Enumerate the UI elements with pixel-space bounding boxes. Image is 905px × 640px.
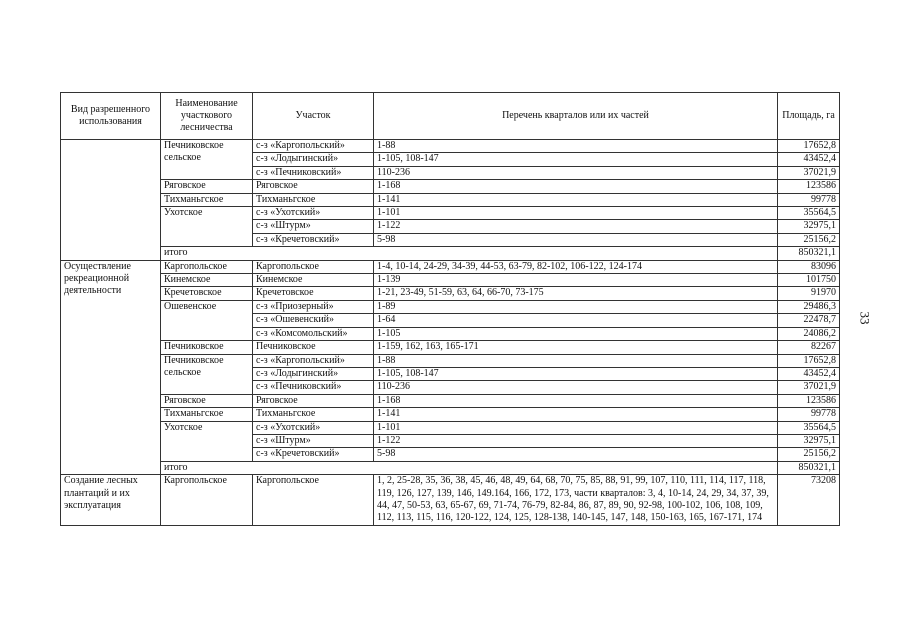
quarters-cell: 1-122 xyxy=(374,434,778,447)
quarters-cell: 1-141 xyxy=(374,193,778,206)
header-section: Участок xyxy=(253,93,374,140)
section-cell: с-з «Комсомольский» xyxy=(253,327,374,340)
section-cell: Ряговское xyxy=(253,394,374,407)
header-area: Площадь, га xyxy=(778,93,840,140)
area-cell: 17652,8 xyxy=(778,140,840,153)
area-cell: 37021,9 xyxy=(778,381,840,394)
section-cell: с-з «Печниковский» xyxy=(253,166,374,179)
quarters-cell: 1-139 xyxy=(374,274,778,287)
total-row xyxy=(61,247,840,260)
district-cell: Ухотское xyxy=(161,207,253,247)
section-cell: с-з «Каргопольский» xyxy=(253,354,374,367)
section-cell: Тихманьгское xyxy=(253,193,374,206)
table-body xyxy=(61,140,840,526)
section-cell: с-з «Ухотский» xyxy=(253,421,374,434)
district-cell: Тихманьгское xyxy=(161,408,253,421)
quarters-cell: 110-236 xyxy=(374,166,778,179)
table-row xyxy=(61,260,840,273)
quarters-cell: 1-168 xyxy=(374,180,778,193)
section-cell: Ряговское xyxy=(253,180,374,193)
quarters-cell: 1-105, 108-147 xyxy=(374,153,778,166)
table-row xyxy=(61,180,840,193)
area-cell: 29486,3 xyxy=(778,300,840,313)
area-cell: 73208 xyxy=(778,475,840,526)
table-row xyxy=(61,207,840,220)
section-cell: Кинемское xyxy=(253,274,374,287)
table-row xyxy=(61,354,840,367)
section-cell: с-з «Штурм» xyxy=(253,434,374,447)
area-cell: 37021,9 xyxy=(778,166,840,179)
section-cell: с-з «Кречетовский» xyxy=(253,233,374,246)
area-cell: 43452,4 xyxy=(778,367,840,380)
quarters-cell: 1-101 xyxy=(374,207,778,220)
section-cell: с-з «Лодыгинский» xyxy=(253,367,374,380)
table-row xyxy=(61,300,840,313)
district-cell: Печниковское xyxy=(161,341,253,354)
district-cell: Печниковское сельское xyxy=(161,140,253,180)
area-cell: 82267 xyxy=(778,341,840,354)
quarters-cell: 1-159, 162, 163, 165-171 xyxy=(374,341,778,354)
section-cell: Кречетовское xyxy=(253,287,374,300)
area-cell: 83096 xyxy=(778,260,840,273)
district-cell: Кинемское xyxy=(161,274,253,287)
use-type-cell: Создание лесных плантаций и их эксплуатация xyxy=(61,475,161,526)
area-cell: 99778 xyxy=(778,408,840,421)
section-cell: с-з «Кречетовский» xyxy=(253,448,374,461)
quarters-cell: 1-21, 23-49, 51-59, 63, 64, 66-70, 73-175 xyxy=(374,287,778,300)
area-cell: 25156,2 xyxy=(778,233,840,246)
forest-use-table xyxy=(60,92,840,526)
table-row xyxy=(61,140,840,153)
total-label: итого xyxy=(161,247,778,260)
section-cell: Каргопольское xyxy=(253,260,374,273)
section-cell: с-з «Приозерный» xyxy=(253,300,374,313)
area-cell: 24086,2 xyxy=(778,327,840,340)
district-cell: Ухотское xyxy=(161,421,253,461)
section-cell: с-з «Каргопольский» xyxy=(253,140,374,153)
quarters-cell: 5-98 xyxy=(374,233,778,246)
header-district: Наименование участкового лесничества xyxy=(161,93,253,140)
quarters-cell: 1-64 xyxy=(374,314,778,327)
quarters-cell: 1-101 xyxy=(374,421,778,434)
quarters-cell: 1-105, 108-147 xyxy=(374,367,778,380)
quarters-cell: 110-236 xyxy=(374,381,778,394)
area-cell: 43452,4 xyxy=(778,153,840,166)
area-cell: 101750 xyxy=(778,274,840,287)
page-number: 33 xyxy=(857,311,873,325)
district-cell: Каргопольское xyxy=(161,260,253,273)
table-row xyxy=(61,475,840,526)
section-cell: Каргопольское xyxy=(253,475,374,526)
section-cell: Тихманьгское xyxy=(253,408,374,421)
district-cell: Кречетовское xyxy=(161,287,253,300)
quarters-cell: 1-122 xyxy=(374,220,778,233)
table-row xyxy=(61,408,840,421)
table-row xyxy=(61,421,840,434)
district-cell: Ряговское xyxy=(161,394,253,407)
table-row xyxy=(61,274,840,287)
quarters-cell: 1, 2, 25-28, 35, 36, 38, 45, 46, 48, 49, 64, 68, 70, 75, 85, 88, 91, 99, 107, 110, 111, 114, 117, 118, 119, 126, 127, 139, 146, 149.164, 166, 172, 173, части кварталов: 3, 4, 10-14, 24, 29, 34, 37, 39, 44, 47, 50-53, 63, 65-67, 69, 71-74, 76-79, 82-84, 86, 87, 89, 90, 92-98, 100-102, 106, 108, 109, 112, 113, 115, 116, 120-122, 124, 125, 128-138, 140-145, 147, 148, 150-163, 165, 167-171, 174 xyxy=(374,475,778,526)
area-cell: 32975,1 xyxy=(778,434,840,447)
use-type-cell: Осуществление рекреационной деятельности xyxy=(61,260,161,475)
quarters-cell: 1-105 xyxy=(374,327,778,340)
area-cell: 99778 xyxy=(778,193,840,206)
district-cell: Ряговское xyxy=(161,180,253,193)
quarters-cell: 1-168 xyxy=(374,394,778,407)
section-cell: с-з «Печниковский» xyxy=(253,381,374,394)
section-cell: с-з «Ошевенский» xyxy=(253,314,374,327)
quarters-cell: 5-98 xyxy=(374,448,778,461)
table-header-row xyxy=(61,93,840,140)
area-cell: 35564,5 xyxy=(778,207,840,220)
area-cell: 32975,1 xyxy=(778,220,840,233)
area-cell: 17652,8 xyxy=(778,354,840,367)
table-row xyxy=(61,394,840,407)
district-cell: Ошевенское xyxy=(161,300,253,340)
table-row xyxy=(61,193,840,206)
district-cell: Печниковское сельское xyxy=(161,354,253,394)
table-row xyxy=(61,287,840,300)
area-cell: 123586 xyxy=(778,180,840,193)
district-cell: Тихманьгское xyxy=(161,193,253,206)
quarters-cell: 1-89 xyxy=(374,300,778,313)
district-cell: Каргопольское xyxy=(161,475,253,526)
section-cell: Печниковское xyxy=(253,341,374,354)
total-label: итого xyxy=(161,461,778,474)
area-cell: 123586 xyxy=(778,394,840,407)
section-cell: с-з «Штурм» xyxy=(253,220,374,233)
header-use-type: Вид разрешенного использования xyxy=(61,93,161,140)
area-cell: 35564,5 xyxy=(778,421,840,434)
section-cell: с-з «Ухотский» xyxy=(253,207,374,220)
total-value: 850321,1 xyxy=(778,247,840,260)
header-quarters: Перечень кварталов или их частей xyxy=(374,93,778,140)
area-cell: 25156,2 xyxy=(778,448,840,461)
area-cell: 91970 xyxy=(778,287,840,300)
area-cell: 22478,7 xyxy=(778,314,840,327)
quarters-cell: 1-141 xyxy=(374,408,778,421)
total-value: 850321,1 xyxy=(778,461,840,474)
table-row xyxy=(61,341,840,354)
quarters-cell: 1-4, 10-14, 24-29, 34-39, 44-53, 63-79, 82-102, 106-122, 124-174 xyxy=(374,260,778,273)
quarters-cell: 1-88 xyxy=(374,140,778,153)
total-row xyxy=(61,461,840,474)
section-cell: с-з «Лодыгинский» xyxy=(253,153,374,166)
use-type-cell xyxy=(61,140,161,261)
quarters-cell: 1-88 xyxy=(374,354,778,367)
